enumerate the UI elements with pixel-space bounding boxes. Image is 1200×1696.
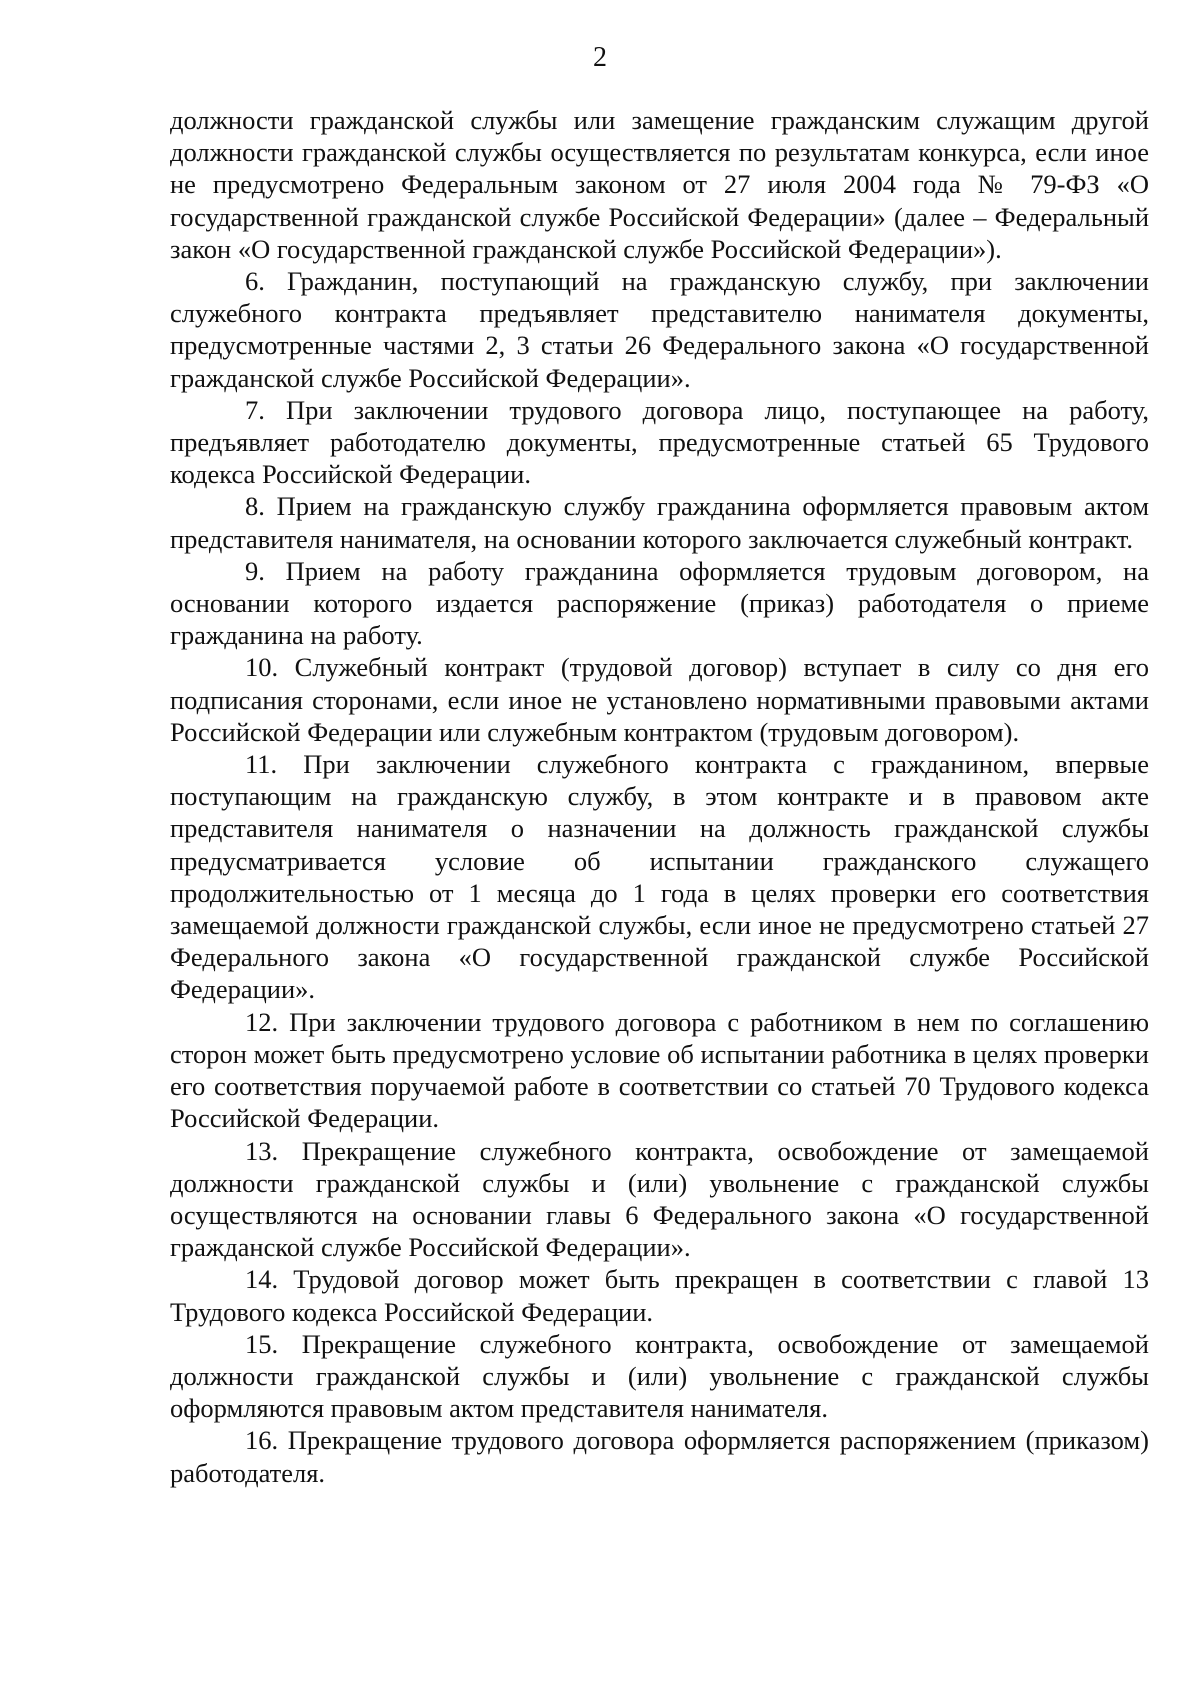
page-number: 2	[593, 42, 607, 73]
paragraph-clause-9: 9. Прием на работу гражданина оформляется трудовым договором, на основании которого издается распоряжение (приказ) работодателя о приеме гражданина на работу.	[170, 555, 1149, 651]
paragraph-clause-15: 15. Прекращение служебного контракта, освобождение от замещаемой должности гражданской службы и (или) увольнение с гражданской службы оформляются правовым актом представителя нанимателя.	[170, 1328, 1149, 1424]
paragraph-continued-clause-5: должности гражданской службы или замещение гражданским служащим другой должности гражданской службы осуществляется по результатам конкурса, если иное не предусмотрено Федеральным законом от 27 июля 2004 года № 79-ФЗ «О государственной гражданской службе Российской Федерации» (далее – Федеральный закон «О государственной гражданской службе Российской Федерации»).	[170, 105, 1149, 264]
paragraph-clause-6: 6. Гражданин, поступающий на гражданскую службу, при заключении служебного контракта предъявляет представителю нанимателя документы, предусмотренные частями 2, 3 статьи 26 Федерального закона «О государственной гражданской службе Российской Федерации».	[170, 266, 1149, 393]
paragraph-clause-16: 16. Прекращение трудового договора оформляется распоряжением (приказом) работодателя.	[170, 1425, 1149, 1488]
paragraph-clause-11: 11. При заключении служебного контракта с гражданином, впервые поступающим на гражданскую службу, в этом контракте и в правовом акте представителя нанимателя о назначении на должность гражданской службы предусматривается условие об испытании гражданского служащего продолжительностью от 1 месяца до 1 года в целях проверки его соответствия замещаемой должности гражданской службы, если иное не предусмотрено статьей 27 Федерального закона «О государственной гражданской службе Российской Федерации».	[170, 749, 1149, 1005]
paragraph-clause-13: 13. Прекращение служебного контракта, освобождение от замещаемой должности гражданской службы и (или) увольнение с гражданской службы осуществляются на основании главы 6 Федерального закона «О государственной гражданской службе Российской Федерации».	[170, 1135, 1149, 1263]
paragraph-clause-8: 8. Прием на гражданскую службу гражданина оформляется правовым актом представителя нанимателя, на основании которого заключается служебный контракт.	[170, 491, 1149, 554]
paragraph-clause-7: 7. При заключении трудового договора лицо, поступающее на работу, предъявляет работодателю документы, предусмотренные статьей 65 Трудового кодекса Российской Федерации.	[170, 394, 1149, 490]
document-body	[170, 104, 1149, 1489]
paragraph-clause-14: 14. Трудовой договор может быть прекращен в соответствии с главой 13 Трудового кодекса Российской Федерации.	[170, 1264, 1149, 1327]
paragraph-clause-10: 10. Служебный контракт (трудовой договор) вступает в силу со дня его подписания сторонами, если иное не установлено нормативными правовыми актами Российской Федерации или служебным контрактом (трудовым договором).	[170, 652, 1149, 747]
paragraph-clause-12: 12. При заключении трудового договора с работником в нем по соглашению сторон может быть предусмотрено условие об испытании работника в целях проверки его соответствия поручаемой работе в соответствии со статьей 70 Трудового кодекса Российской Федерации.	[170, 1006, 1149, 1134]
